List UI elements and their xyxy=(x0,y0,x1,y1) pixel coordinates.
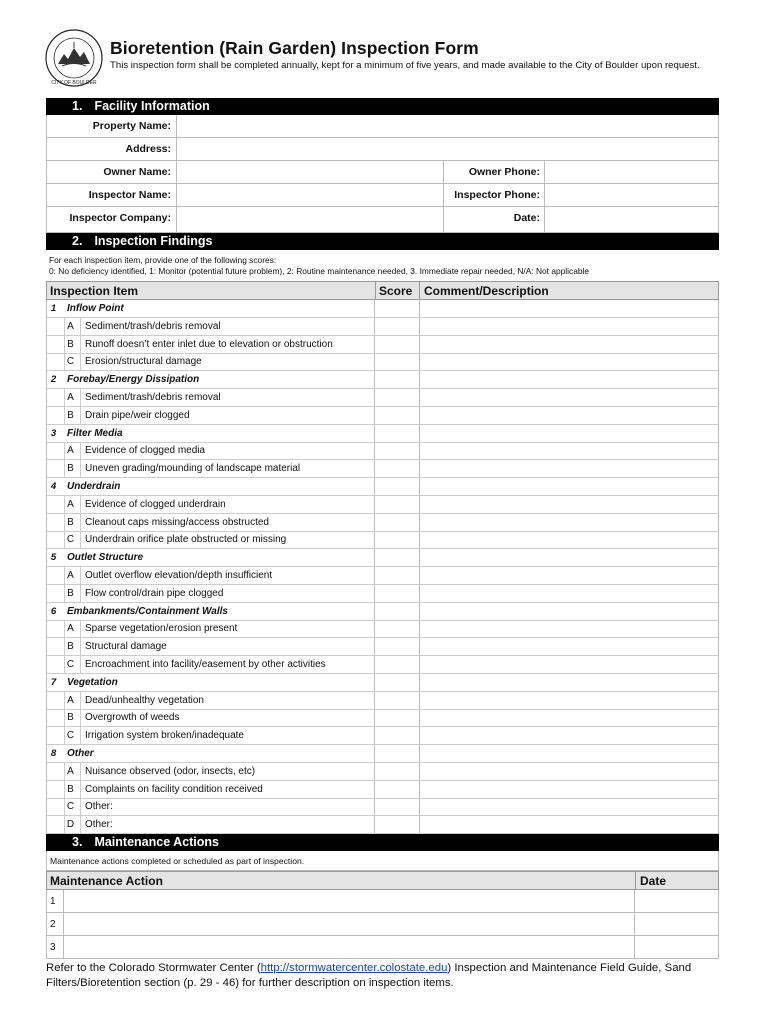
maintenance-row xyxy=(47,913,718,936)
inspection-item-row xyxy=(47,496,718,514)
group-title: Filter Media xyxy=(67,427,123,439)
inspection-group-row xyxy=(47,674,718,692)
comment-field[interactable] xyxy=(420,442,718,459)
item-description: Uneven grading/mounding of landscape material xyxy=(85,463,301,475)
item-divider xyxy=(80,727,81,744)
item-letter: A xyxy=(67,570,74,581)
item-description: Underdrain orifice plate obstructed or missing xyxy=(85,534,287,546)
stormwater-center-link[interactable]: http://stormwatercenter.colostate.edu xyxy=(260,962,448,974)
inspection-item-row xyxy=(47,353,718,371)
comment-field[interactable] xyxy=(420,460,718,477)
group-number: 5 xyxy=(50,552,57,564)
maintenance-action-column-header: Maintenance Action xyxy=(50,874,163,888)
score-field[interactable] xyxy=(375,514,419,531)
owner-name-field[interactable] xyxy=(177,161,442,183)
section-title: Inspection Findings xyxy=(94,234,213,248)
item-letter: C xyxy=(66,659,75,670)
item-letter: B xyxy=(67,641,74,653)
item-description: Flow control/drain pipe clogged xyxy=(85,587,224,599)
group-number: 8 xyxy=(50,748,57,759)
item-description: Complaints on facility condition received xyxy=(85,783,263,795)
property-name-label: Property Name: xyxy=(92,120,171,132)
comment-field[interactable] xyxy=(420,638,718,655)
item-divider xyxy=(80,496,81,513)
score-field[interactable] xyxy=(375,781,419,798)
footer-text-before: Refer to the Colorado Stormwater Center ( xyxy=(46,962,261,974)
inspection-item-row xyxy=(47,407,718,425)
group-number: 4 xyxy=(50,481,57,492)
item-letter: A xyxy=(67,623,74,635)
maintenance-date-field[interactable] xyxy=(635,913,718,935)
item-description: Outlet overflow elevation/depth insufficient xyxy=(85,570,273,581)
score-field[interactable] xyxy=(375,318,419,335)
item-letter: C xyxy=(66,801,75,813)
item-divider xyxy=(80,514,81,531)
item-description: Dead/unhealthy vegetation xyxy=(85,694,204,706)
maintenance-action-field[interactable] xyxy=(64,936,634,958)
scoring-instructions-line1: For each inspection item, provide one of the following scores: xyxy=(49,255,277,265)
comment-field[interactable] xyxy=(420,336,718,353)
inspection-item-row xyxy=(47,318,718,336)
inspection-item-column-header: Inspection Item xyxy=(50,284,139,298)
maintenance-row xyxy=(47,890,718,913)
item-divider xyxy=(80,407,81,424)
item-description: Other: xyxy=(85,801,113,813)
inspection-item-row xyxy=(47,620,718,638)
item-divider xyxy=(80,816,81,833)
inspection-group-row xyxy=(47,603,718,621)
property-name-field[interactable] xyxy=(177,115,717,137)
maintenance-row-number: 1 xyxy=(50,896,56,907)
group-title: Embankments/Containment Walls xyxy=(67,605,228,617)
owner-phone-field[interactable] xyxy=(545,161,717,183)
section-title: Maintenance Actions xyxy=(94,835,219,849)
facility-information-table xyxy=(46,115,719,233)
item-description: Runoff doesn’t enter inlet due to elevation or obstruction xyxy=(85,338,333,350)
item-letter: A xyxy=(67,445,74,457)
inspector-name-label: Inspector Name: xyxy=(88,189,171,201)
comment-field[interactable] xyxy=(420,692,718,709)
item-letter: D xyxy=(66,819,75,831)
inspection-item-row xyxy=(47,816,718,834)
address-row xyxy=(47,138,718,161)
item-divider xyxy=(80,620,81,637)
item-description: Sediment/trash/debris removal xyxy=(85,320,221,332)
group-number: 3 xyxy=(50,427,57,439)
inspector-row xyxy=(47,184,718,207)
date-label: Date: xyxy=(513,212,540,224)
inspection-group-row xyxy=(47,300,718,318)
item-letter: A xyxy=(67,320,74,332)
maintenance-row-number: 3 xyxy=(50,942,56,953)
section-title: Facility Information xyxy=(94,99,210,113)
section-number: 3. xyxy=(72,835,83,849)
maintenance-table-header xyxy=(46,871,719,890)
svg-text:CITY OF BOULDER: CITY OF BOULDER xyxy=(51,80,97,86)
maintenance-date-field[interactable] xyxy=(635,890,718,912)
inspector-phone-label: Inspector Phone: xyxy=(454,189,540,201)
inspection-group-row xyxy=(47,371,718,389)
item-description: Other: xyxy=(85,819,113,831)
score-field[interactable] xyxy=(375,798,419,815)
date-field[interactable] xyxy=(545,207,717,232)
score-column-header: Score xyxy=(375,282,419,300)
score-field[interactable] xyxy=(375,727,419,744)
item-description: Sparse vegetation/erosion present xyxy=(85,623,238,635)
score-field[interactable] xyxy=(375,389,419,406)
section-number: 2. xyxy=(72,234,83,248)
inspection-group-row xyxy=(47,549,718,567)
item-description: Overgrowth of weeds xyxy=(85,712,180,724)
score-field[interactable] xyxy=(375,638,419,655)
comment-field[interactable] xyxy=(420,709,718,726)
city-of-boulder-seal-logo xyxy=(44,28,104,88)
item-letter: B xyxy=(67,409,74,421)
item-divider xyxy=(80,336,81,353)
item-letter: B xyxy=(67,587,74,599)
footer-text-after: ) Inspection and Maintenance Field Guide, Sand Filters/Bioretention section (p. 29 - 46) for further description on inspection items. xyxy=(46,962,692,989)
comment-field[interactable] xyxy=(420,514,718,531)
maintenance-row-number: 2 xyxy=(50,919,56,930)
item-divider xyxy=(80,585,81,602)
inspector-company-label: Inspector Company: xyxy=(69,212,171,224)
comment-field[interactable] xyxy=(420,407,718,424)
item-description: Structural damage xyxy=(85,641,167,653)
item-divider xyxy=(80,638,81,655)
inspector-phone-field[interactable] xyxy=(545,184,717,206)
item-letter: B xyxy=(67,516,74,528)
inspection-item-row xyxy=(47,781,718,799)
scoring-instructions-line2: 0: No deficiency identified, 1: Monitor (potential future problem), 2: Routine maintenance needed, 3. Immediate repair needed, N/A: Not applicable xyxy=(49,265,590,276)
comment-field[interactable] xyxy=(420,585,718,602)
maintenance-date-field[interactable] xyxy=(635,936,718,958)
inspection-item-row xyxy=(47,442,718,460)
item-letter: A xyxy=(67,498,74,510)
item-divider xyxy=(80,763,81,780)
item-description: Encroachment into facility/easement by other activities xyxy=(85,659,326,670)
group-number: 2 xyxy=(50,374,57,386)
item-divider xyxy=(80,656,81,673)
score-field[interactable] xyxy=(375,531,419,548)
comment-field[interactable] xyxy=(420,531,718,548)
item-divider xyxy=(80,798,81,815)
owner-phone-label: Owner Phone: xyxy=(468,166,540,178)
owner-name-label: Owner Name: xyxy=(103,166,171,178)
item-divider xyxy=(80,709,81,726)
inspection-table-header xyxy=(46,281,719,300)
item-divider xyxy=(80,781,81,798)
score-field[interactable] xyxy=(375,692,419,709)
comment-field[interactable] xyxy=(420,798,718,815)
item-description: Drain pipe/weir clogged xyxy=(85,409,190,421)
inspection-item-row xyxy=(47,585,718,603)
maintenance-note: Maintenance actions completed or scheduled as part of inspection. xyxy=(50,856,305,866)
group-number: 6 xyxy=(50,605,57,617)
item-divider xyxy=(80,353,81,370)
inspection-group-row xyxy=(47,425,718,443)
score-field[interactable] xyxy=(375,585,419,602)
item-letter: B xyxy=(67,712,74,724)
score-field[interactable] xyxy=(375,496,419,513)
score-field[interactable] xyxy=(375,620,419,637)
score-field[interactable] xyxy=(375,656,419,673)
group-title: Underdrain xyxy=(67,481,121,492)
comment-field[interactable] xyxy=(420,620,718,637)
group-number: 1 xyxy=(50,303,57,314)
comment-field[interactable] xyxy=(420,656,718,673)
form-title: Bioretention (Rain Garden) Inspection Form xyxy=(110,38,479,58)
comment-field[interactable] xyxy=(420,816,718,833)
score-field[interactable] xyxy=(375,442,419,459)
score-field[interactable] xyxy=(375,336,419,353)
item-letter: B xyxy=(67,338,74,350)
inspection-item-row xyxy=(47,638,718,656)
inspection-item-row xyxy=(47,709,718,727)
maintenance-note-row xyxy=(46,851,719,871)
score-field[interactable] xyxy=(375,709,419,726)
group-number: 7 xyxy=(50,676,57,688)
property-name-row xyxy=(47,115,718,138)
address-label: Address: xyxy=(125,143,171,155)
inspector-company-field[interactable] xyxy=(177,207,442,232)
inspection-item-row xyxy=(47,567,718,585)
group-title: Vegetation xyxy=(67,676,118,688)
group-title: Other xyxy=(67,748,94,759)
maintenance-row xyxy=(47,936,718,959)
section-header-inspection-findings xyxy=(46,233,719,250)
item-divider xyxy=(80,389,81,406)
comment-field[interactable] xyxy=(420,353,718,370)
score-field[interactable] xyxy=(375,567,419,584)
item-description: Evidence of clogged media xyxy=(85,445,206,457)
item-letter: B xyxy=(67,463,74,475)
inspection-item-row xyxy=(47,692,718,710)
inspection-item-row xyxy=(47,727,718,745)
comment-field[interactable] xyxy=(420,763,718,780)
maintenance-action-field[interactable] xyxy=(64,890,634,912)
group-title: Outlet Structure xyxy=(67,552,144,564)
item-divider xyxy=(80,460,81,477)
group-title: Inflow Point xyxy=(67,303,124,314)
maintenance-actions-table xyxy=(46,890,719,959)
inspection-findings-table xyxy=(46,300,719,834)
item-divider xyxy=(80,567,81,584)
comment-column-header: Comment/Description xyxy=(419,282,549,300)
inspection-item-row xyxy=(47,336,718,354)
comment-field[interactable] xyxy=(420,496,718,513)
item-letter: A xyxy=(67,765,74,777)
score-field[interactable] xyxy=(375,353,419,370)
item-letter: C xyxy=(66,730,75,742)
owner-row xyxy=(47,161,718,184)
item-divider xyxy=(80,318,81,335)
date-column-header: Date xyxy=(635,872,720,890)
section-header-facility-information xyxy=(46,98,719,115)
inspection-item-row xyxy=(47,798,718,816)
score-field[interactable] xyxy=(375,816,419,833)
group-title: Forebay/Energy Dissipation xyxy=(67,374,200,386)
company-row xyxy=(47,207,718,233)
item-description: Nuisance observed (odor, insects, etc) xyxy=(85,765,256,777)
inspection-item-row xyxy=(47,531,718,549)
item-divider xyxy=(80,531,81,548)
inspection-item-row xyxy=(47,460,718,478)
comment-field[interactable] xyxy=(420,567,718,584)
item-letter: B xyxy=(67,783,74,795)
footer-reference xyxy=(46,961,746,991)
inspection-group-row xyxy=(47,745,718,763)
scoring-instructions xyxy=(49,255,589,276)
inspection-item-row xyxy=(47,763,718,781)
form-subtitle: This inspection form shall be completed annually, kept for a minimum of five years, and made available to the City of Boulder upon request. xyxy=(110,60,700,71)
inspection-item-row xyxy=(47,389,718,407)
score-field[interactable] xyxy=(375,407,419,424)
inspector-name-field[interactable] xyxy=(177,184,442,206)
item-letter: A xyxy=(67,392,74,403)
item-letter: C xyxy=(66,356,75,368)
section-number: 1. xyxy=(72,99,83,113)
item-description: Cleanout caps missing/access obstructed xyxy=(85,516,269,528)
comment-field[interactable] xyxy=(420,781,718,798)
inspection-group-row xyxy=(47,478,718,496)
comment-field[interactable] xyxy=(420,389,718,406)
comment-field[interactable] xyxy=(420,318,718,335)
section-header-maintenance-actions xyxy=(46,834,719,851)
item-letter: A xyxy=(67,694,74,706)
inspection-item-row xyxy=(47,514,718,532)
item-divider xyxy=(80,692,81,709)
maintenance-action-field[interactable] xyxy=(64,913,634,935)
item-description: Evidence of clogged underdrain xyxy=(85,498,226,510)
score-field[interactable] xyxy=(375,763,419,780)
inspection-item-row xyxy=(47,656,718,674)
address-field[interactable] xyxy=(177,138,717,160)
item-description: Sediment/trash/debris removal xyxy=(85,392,221,403)
item-description: Irrigation system broken/inadequate xyxy=(85,730,244,742)
score-field[interactable] xyxy=(375,460,419,477)
item-description: Erosion/structural damage xyxy=(85,356,202,368)
item-letter: C xyxy=(66,534,75,546)
item-divider xyxy=(80,442,81,459)
comment-field[interactable] xyxy=(420,727,718,744)
